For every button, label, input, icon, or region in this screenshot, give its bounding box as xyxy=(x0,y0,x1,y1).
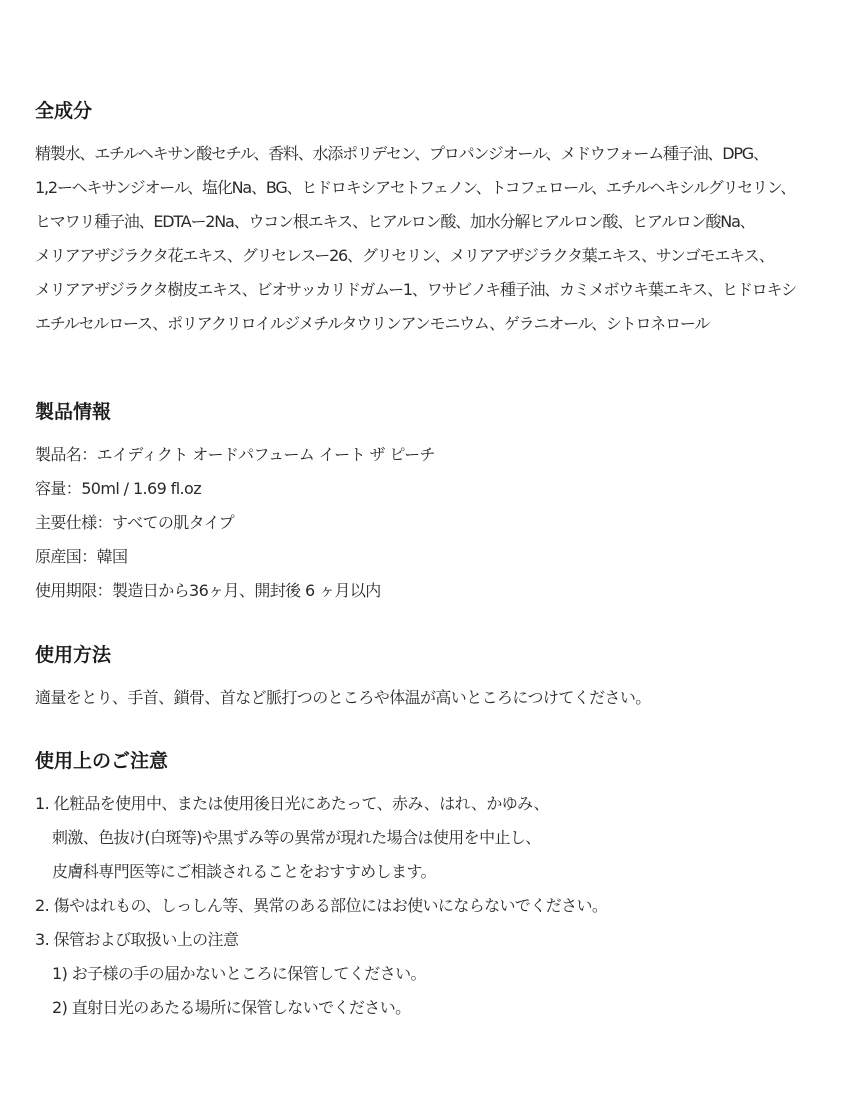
ingredients-line: 精製水、エチルヘキサン酸セチル、香料、水添ポリデセン、プロパンジオール、メドウフォーム種子油、DPG、 xyxy=(35,144,768,163)
product-info-list xyxy=(35,438,845,608)
usage-section xyxy=(35,640,845,715)
ingredients-line: 1,2ーヘキサンジオール、塩化Na、BG、ヒドロキシアセトフェノン、トコフェロール、エチルヘキシルグリセリン、 xyxy=(35,178,796,197)
ingredients-heading: 全成分 xyxy=(35,100,93,122)
cautions-heading: 使用上のご注意 xyxy=(35,750,169,772)
caution-item-1-cont: 刺激、色抜け(白斑等)や黒ずみ等の異常が現れた場合は使用を中止し、 xyxy=(52,828,541,847)
ingredients-section xyxy=(35,96,845,341)
ingredients-line: メリアアザジラクタ樹皮エキス、ビオサッカリドガムー1、ワサビノキ種子油、カミメボウキ葉エキス、ヒドロキシ xyxy=(35,280,796,299)
usage-text xyxy=(35,681,845,715)
ingredients-text xyxy=(35,137,845,341)
caution-item-3-sub-1: 1) お子様の手の届かないところに保管してください。 xyxy=(52,964,426,983)
caution-item-2: 2. 傷やはれもの、しっしん等、異常のある部位にはお使いにならないでください。 xyxy=(35,896,608,915)
product-info-heading: 製品情報 xyxy=(35,401,112,423)
cautions-section xyxy=(35,746,845,1025)
product-origin: 原産国：韓国 xyxy=(35,547,128,566)
ingredients-line: エチルセルロース、ポリアクリロイルジメチルタウリンアンモニウム、ゲラニオール、シトロネロール xyxy=(35,314,710,333)
ingredients-line: メリアアザジラクタ花エキス、グリセレスー26、グリセリン、メリアアザジラクタ葉エキス、サンゴモエキス、 xyxy=(35,246,774,265)
ingredients-line: ヒマワリ種子油、EDTAー2Na、ウコン根エキス、ヒアルロン酸、加水分解ヒアルロン酸、ヒアルロン酸Na、 xyxy=(35,212,755,231)
caution-item-3-sub-2: 2) 直射日光のあたる場所に保管しないでください。 xyxy=(52,998,411,1017)
caution-item-1-cont: 皮膚科専門医等にご相談されることをおすすめします。 xyxy=(52,862,436,881)
usage-heading: 使用方法 xyxy=(35,644,112,666)
usage-line: 適量をとり、手首、鎖骨、首など脈打つのところや体温が高いところにつけてください。 xyxy=(35,688,651,707)
product-expiry: 使用期限：製造日から36ヶ月、開封後 6 ヶ月以内 xyxy=(35,581,381,600)
product-skin-type: 主要仕様：すべての肌タイプ xyxy=(35,513,235,532)
caution-item-3: 3. 保管および取扱い上の注意 xyxy=(35,930,239,949)
cautions-list xyxy=(35,787,845,1025)
product-info-section xyxy=(35,397,845,608)
product-name: 製品名：エイディクト オードパフューム イート ザ ピーチ xyxy=(35,445,435,464)
product-volume: 容量：50ml / 1.69 fl.oz xyxy=(35,479,202,498)
caution-item-1: 1. 化粧品を使用中、または使用後日光にあたって、赤み、はれ、かゆみ、 xyxy=(35,794,549,813)
